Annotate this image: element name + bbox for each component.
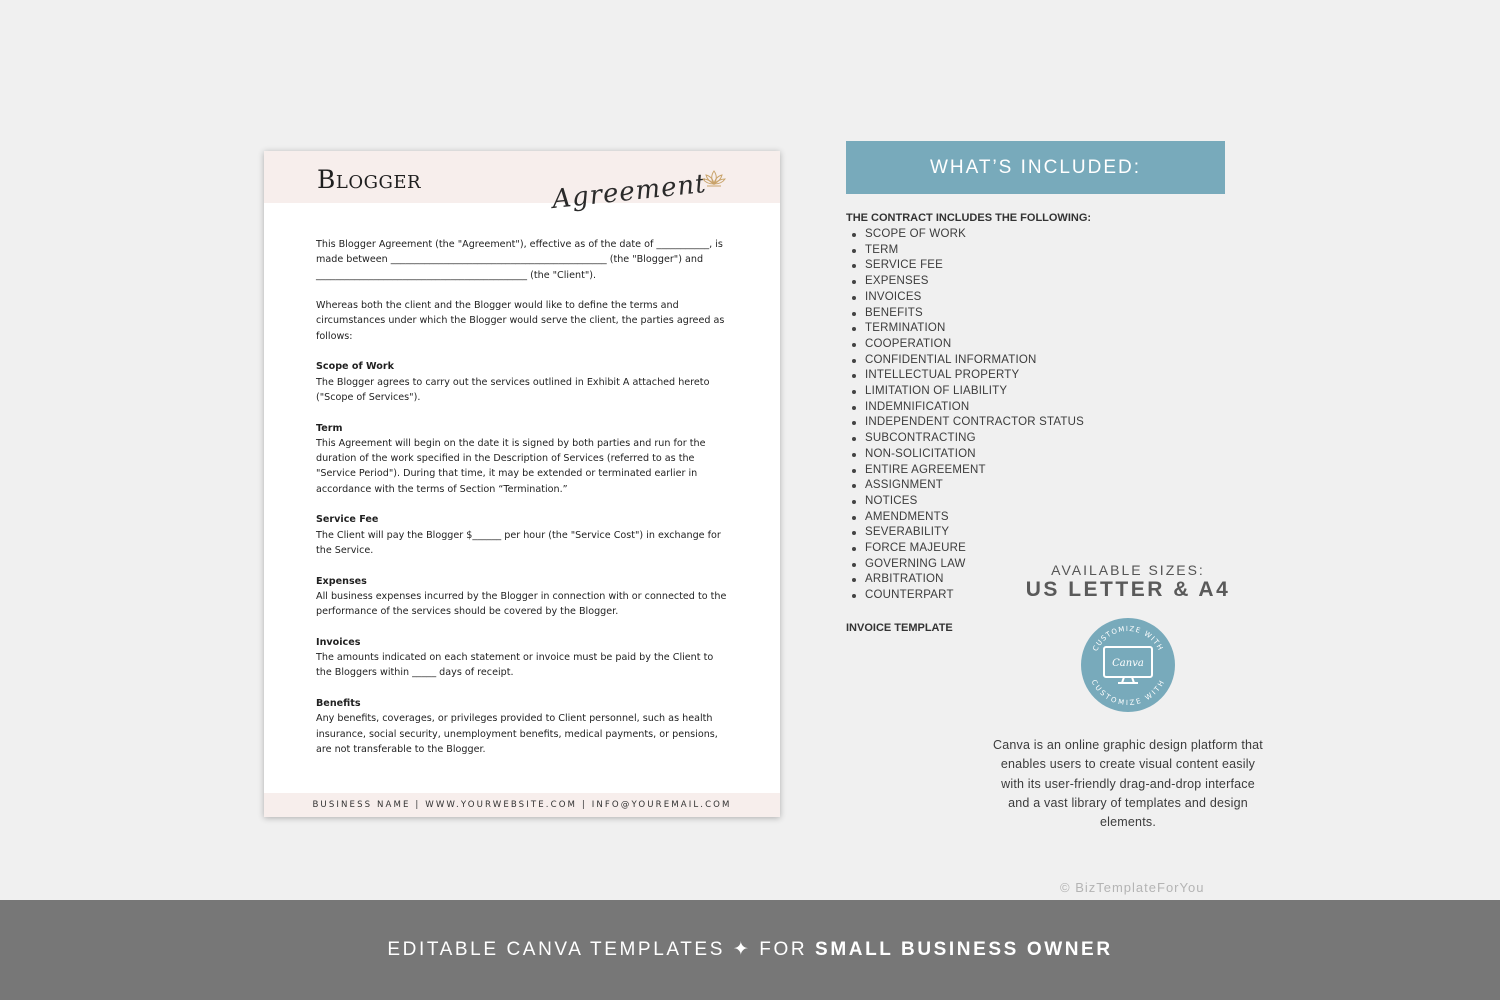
list-item: TERM (846, 243, 1084, 259)
list-item: NON-SOLICITATION (846, 447, 1084, 463)
bottom-banner-part1: EDITABLE CANVA TEMPLATES ✦ FOR (387, 939, 816, 960)
doc-intro-1: This Blogger Agreement (the "Agreement"), effective as of the date of ___________, is made between _____________________________________________ (the "Blogger") and ____________________________________________ (the "Client"). (316, 239, 723, 281)
list-item: ENTIRE AGREEMENT (846, 463, 1084, 479)
doc-section (316, 359, 730, 405)
contract-items-list (846, 227, 1084, 604)
bottom-banner (0, 900, 1500, 1000)
list-item: INDEPENDENT CONTRACTOR STATUS (846, 415, 1084, 431)
list-item: TERMINATION (846, 321, 1084, 337)
list-item: SERVICE FEE (846, 258, 1084, 274)
doc-intro-2: Whereas both the client and the Blogger would like to define the terms and circumstances under which the Blogger would serve the client, the parties agreed as follows: (316, 300, 725, 342)
doc-section (316, 421, 730, 497)
doc-section (316, 635, 730, 681)
list-item: COOPERATION (846, 337, 1084, 353)
section-heading: Scope of Work (316, 361, 394, 373)
doc-section (316, 696, 730, 757)
list-item: INVOICES (846, 290, 1084, 306)
invoice-template-label: INVOICE TEMPLATE (846, 622, 953, 634)
doc-title: Blogger (317, 165, 422, 194)
section-heading: Expenses (316, 575, 367, 587)
badge-ring-bottom: CUSTOMIZE WITH (1089, 678, 1167, 708)
list-item: AMENDMENTS (846, 510, 1084, 526)
section-text: All business expenses incurred by the Blogger in connection with or connected to the performance of the services should be covered by the Blogger. (316, 590, 727, 618)
list-item: SEVERABILITY (846, 525, 1084, 541)
list-item: BENEFITS (846, 306, 1084, 322)
contract-page (264, 151, 780, 817)
badge-ring-top: CUSTOMIZE WITH (1091, 624, 1165, 653)
whats-included-banner: WHAT’S INCLUDED: (846, 141, 1225, 194)
contract-includes-heading: THE CONTRACT INCLUDES THE FOLLOWING: (846, 212, 1092, 224)
list-item: ARBITRATION (846, 572, 1084, 588)
list-item: NOTICES (846, 494, 1084, 510)
section-text: The Blogger agrees to carry out the services outlined in Exhibit A attached hereto ("Scope of Services"). (316, 376, 710, 403)
list-item: INDEMNIFICATION (846, 400, 1084, 416)
list-item: SCOPE OF WORK (846, 227, 1084, 243)
list-item: FORCE MAJEURE (846, 541, 1084, 557)
doc-script-title: Agreement (550, 168, 709, 216)
list-item: LIMITATION OF LIABILITY (846, 384, 1084, 400)
copyright-notice: © BizTemplateForYou (1060, 880, 1205, 895)
list-item: CONFIDENTIAL INFORMATION (846, 353, 1084, 369)
section-heading: Term (316, 422, 343, 434)
bottom-banner-text (0, 938, 1500, 961)
canva-badge-icon (1080, 617, 1176, 713)
badge-brand: Canva (1112, 658, 1144, 669)
available-sizes-label: AVAILABLE SIZES: (1051, 562, 1205, 578)
list-item: SUBCONTRACTING (846, 431, 1084, 447)
available-sizes-value: US LETTER & A4 (1025, 578, 1231, 601)
list-item: INTELLECTUAL PROPERTY (846, 368, 1084, 384)
list-item: COUNTERPART (846, 588, 1084, 604)
section-text: The amounts indicated on each statement or invoice must be paid by the Client to the Bloggers within _____ days of receipt. (316, 652, 714, 679)
list-item: EXPENSES (846, 274, 1084, 290)
section-heading: Service Fee (316, 514, 379, 526)
doc-section (316, 574, 730, 620)
canva-description: Canva is an online graphic design platform that enables users to create visual content easily with its user-friendly drag-and-drop interface and a vast library of templates and design elements. (993, 738, 1263, 830)
doc-header (264, 151, 780, 216)
doc-section (316, 512, 730, 558)
section-heading: Benefits (316, 697, 361, 709)
list-item: GOVERNING LAW (846, 557, 1084, 573)
section-heading: Invoices (316, 636, 361, 648)
doc-body (316, 237, 730, 772)
section-text: The Client will pay the Blogger $______ per hour (the "Service Cost") in exchange for the Service. (316, 529, 721, 556)
section-text: Any benefits, coverages, or privileges provided to Client personnel, such as health insurance, social security, unemployment benefits, medical payments, or pensions, are not transferable to the Blogger. (316, 713, 718, 755)
lotus-icon (701, 169, 727, 189)
section-text: This Agreement will begin on the date it is signed by both parties and run for the duration of the work specified in the Description of Services (referred to as the "Service Period"). During that time, it may be extended or terminated earlier in accordance with the terms of Section “Termination.” (316, 437, 706, 495)
doc-footer: BUSINESS NAME | WWW.YOURWEBSITE.COM | INFO@YOUREMAIL.COM (264, 793, 780, 817)
list-item: ASSIGNMENT (846, 478, 1084, 494)
bottom-banner-part2: SMALL BUSINESS OWNER (815, 939, 1113, 960)
